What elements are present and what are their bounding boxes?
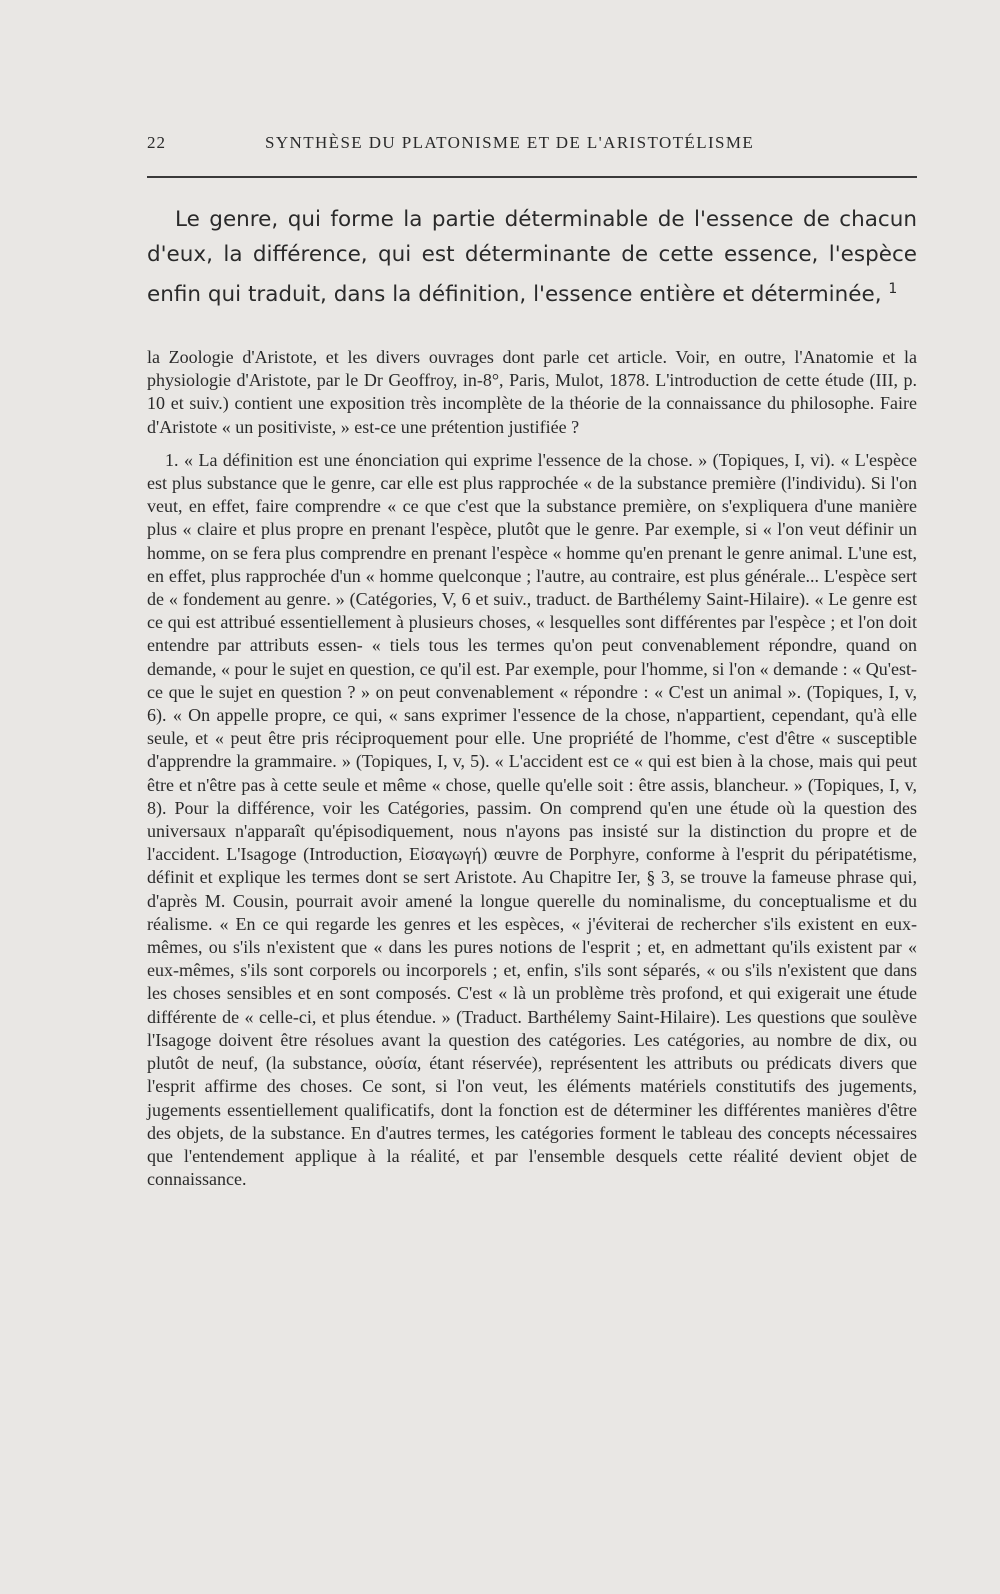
footnote-1: 1. « La définition est une énonciation qui exprime l'essence de la chose. » (Topiques, I, vi). « L'espèce est plus substance que le genre, car elle est plus rapprochée « de la substance première (l'individu). Si l'on veut, en effet, faire comprendre « ce que c'est que la substance première, on s'expliquera d'une manière plus « claire et plus propre en prenant l'espèce, plutôt que le genre. Par exemple, si « l'on veut définir un homme, on se fera plus comprendre en prenant l'espèce « homme qu'en prenant le genre animal. L'une est, en effet, plus rapprochée d'un « homme quelconque ; l'autre, au contraire, est plus générale... L'espèce sert de « fondement au genre. » (Catégories, V, 6 et suiv., traduct. de Barthélemy Saint-Hilaire). « Le genre est ce qui est attribué essentiellement à plusieurs choses, « lesquelles sont différentes par l'espèce ; et l'on doit entendre par attributs essen- « tiels tous les termes qu'on peut convenablement répondre, quand on demande, « pour le sujet en question, ce qu'il est. Par exemple, pour l'homme, si l'on « demande : « Qu'est-ce que le sujet en question ? » on peut convenablement « répondre : « C'est un animal ». (Topiques, I, v, 6). « On appelle propre, ce qui, « sans exprimer l'essence de la chose, n'appartient, cependant, qu'à elle seule, et « peut être pris réciproquement pour elle. Une propriété de l'homme, c'est d'être « susceptible d'apprendre la grammaire. » (Topiques, I, v, 5). « L'accident est ce « qui est bien à la chose, mais qui peut être et n'être pas à cette seule et même « chose, quelle qu'elle soit : être assis, blancheur. » (Topiques, I, v, 8). Pour la différence, voir les Catégories, passim. On comprend qu'en une étude où la question des universaux n'apparaît qu'épisodiquement, nous n'ayons pas insisté sur la distinction du propre et de l'accident. L'Isagoge (Introduction, Εἰσαγωγή) œuvre de Porphyre, conforme à l'esprit du péripatétisme, définit et explique les termes dont se sert Aristote. Au Chapitre Ier, § 3, se trouve la fameuse phrase qui, d'après M. Cousin, pourrait avoir amené la longue querelle du nominalisme, du conceptualisme et du réalisme. « En ce qui regarde les genres et les espèces, « j'éviterai de rechercher s'ils existent en eux-mêmes, ou s'ils n'existent que « dans les pures notions de l'esprit ; et, en admettant qu'ils existent par « eux-mêmes, s'ils sont corporels ou incorporels ; et, enfin, s'ils sont séparés, « ou s'ils n'existent que dans les choses sensibles et en sont composés. C'est « là un problème très profond, et qui exigerait une étude différente de « celle-ci, et plus étendue. » (Traduct. Barthélemy Saint-Hilaire). Les questions que soulève l'Isagoge doivent être résolues avant la question des catégories. Les catégories, au nombre de dix, ou plutôt de neuf, (la substance, οὐσία, étant réservée), représentent les attributs ou prédicats divers que l'esprit affirme des choses. Ce sont, si l'on veut, les éléments matériels constitutifs des jugements, jugements essentiellement qualificatifs, dont la fonction est de déterminer les différentes manières d'être des objets, de la substance. En d'autres termes, les catégories forment le tableau des concepts nécessaires que l'entendement applique à la réalité, et par l'ensemble desquels cette réalité devient objet de connaissance.: [147, 449, 917, 1190]
main-text: [147, 202, 917, 312]
footnote-ref: 1: [888, 281, 898, 297]
footnotes: [147, 346, 917, 1191]
running-title: SYNTHÈSE DU PLATONISME ET DE L'ARISTOTÉLISME: [265, 133, 755, 152]
page-number: 22: [147, 133, 166, 152]
header-rule: [147, 176, 917, 178]
main-paragraph-text: Le genre, qui forme la partie déterminable de l'essence de chacun d'eux, la différence, qui est déterminante de cette essence, l'espèce enfin qui traduit, dans la définition, l'essence entière et déterminée,: [147, 207, 917, 308]
footnote-continued: la Zoologie d'Aristote, et les divers ouvrages dont parle cet article. Voir, en outre, l'Anatomie et la physiologie d'Aristote, par le Dr Geoffroy, in-8°, Paris, Mulot, 1878. L'introduction de cette étude (III, p. 10 et suiv.) contient une exposition très incomplète de la théorie de la connaissance du philosophe. Faire d'Aristote « un positiviste, » est-ce une prétention justifiée ?: [147, 347, 917, 437]
main-paragraph: [147, 202, 917, 312]
page-header: [147, 133, 917, 163]
